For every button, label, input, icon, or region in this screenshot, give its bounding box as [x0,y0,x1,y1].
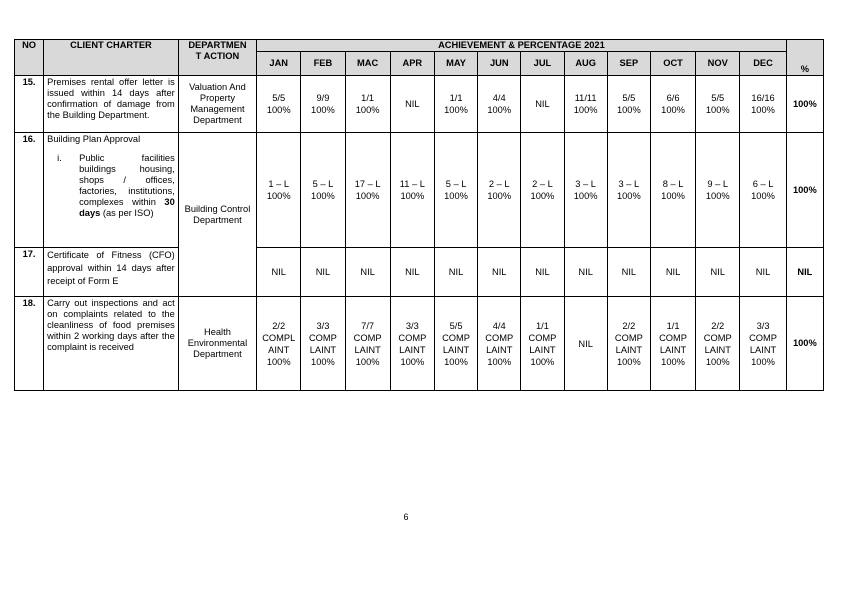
row-16-feb-cell: 5 – L 100% [301,133,345,248]
row-16-apr-cell: 11 – L 100% [390,133,434,248]
row-17-charter: Certificate of Fitness (CFO) approval within 14 days after receipt of Form E [44,248,179,297]
row-18-aug-cell: NIL [564,297,607,391]
row-16-sub-roman: i. [57,153,62,163]
row-16-aug-cell: 3 – L 100% [564,133,607,248]
month-header-feb: FEB [301,52,345,76]
row-15-sep-cell: 5/5 100% [607,76,650,133]
row-16-sep-cell: 3 – L 100% [607,133,650,248]
row-16-no: 16. [15,133,44,248]
row-18-charter: Carry out inspections and act on complaints related to the cleanliness of food premises within 2 working days after the complaint is received [44,297,179,391]
month-header-apr: APR [390,52,434,76]
header-no: NO [15,40,44,76]
row-16-department: Building Control Department [178,133,256,297]
row-17-jan-cell: NIL [257,248,301,297]
row-16-title: Building Plan Approval [47,134,141,144]
month-header-jul: JUL [521,52,564,76]
row-17-no: 17. [15,248,44,297]
month-header-may: MAY [434,52,477,76]
row-17-may-cell: NIL [434,248,477,297]
month-header-jan: JAN [257,52,301,76]
row-16-sub-text-bold: 30 days [79,197,175,218]
row-15-jul-cell: NIL [521,76,564,133]
row-17-jun-cell: NIL [478,248,521,297]
row-16-may-cell: 5 – L 100% [434,133,477,248]
row-18-percent: 100% [786,297,823,391]
client-charter-table [14,39,824,391]
header-department-line2: T ACTION [195,51,240,61]
row-18-oct-cell: 1/1 COMP LAINT 100% [650,297,695,391]
row-17-dec-cell: NIL [740,248,786,297]
row-18-nov-cell: 2/2 COMP LAINT 100% [696,297,740,391]
month-header-aug: AUG [564,52,607,76]
month-header-jun: JUN [478,52,521,76]
row-18-no: 18. [15,297,44,391]
row-17-percent: NIL [786,248,823,297]
row-15-charter: Premises rental offer letter is issued within 14 days after confirmation of damage from the Building Department. [44,76,179,133]
header-department-line1: DEPARTMEN [188,40,247,50]
row-17-jul-cell: NIL [521,248,564,297]
row-17-sep-cell: NIL [607,248,650,297]
row-17-nov-cell: NIL [696,248,740,297]
row-15-aug-cell: 11/11 100% [564,76,607,133]
row-15-jan-cell: 5/5 100% [257,76,301,133]
row-16-sub-text-before: Public facilities buildings housing, shops / offices, factories, institutions, complexes within [79,153,175,207]
row-15-mac-cell: 1/1 100% [345,76,390,133]
row-16-sub-item [47,153,175,219]
header-department-action [178,40,256,76]
row-16-sub-text-after: (as per ISO) [100,208,154,218]
row-15-no: 15. [15,76,44,133]
page-number: 6 [403,512,409,522]
row-15-may-cell: 1/1 100% [434,76,477,133]
row-15-jun-cell: 4/4 100% [478,76,521,133]
row-15-oct-cell: 6/6 100% [650,76,695,133]
row-16-oct-cell: 8 – L 100% [650,133,695,248]
row-16-mac-cell: 17 – L 100% [345,133,390,248]
row-15-percent: 100% [786,76,823,133]
row-18-jun-cell: 4/4 COMP LAINT 100% [478,297,521,391]
row-16-sub-text [79,153,175,219]
row-17-mac-cell: NIL [345,248,390,297]
row-16-percent: 100% [786,133,823,248]
row-16-nov-cell: 9 – L 100% [696,133,740,248]
header-achievement: ACHIEVEMENT & PERCENTAGE 2021 [257,40,787,52]
month-header-oct: OCT [650,52,695,76]
row-18-may-cell: 5/5 COMP LAINT 100% [434,297,477,391]
month-header-dec: DEC [740,52,786,76]
row-16-charter [44,133,179,248]
row-18-department: Health Environmental Department [178,297,256,391]
month-header-nov: NOV [696,52,740,76]
row-18-dec-cell: 3/3 COMP LAINT 100% [740,297,786,391]
row-17-oct-cell: NIL [650,248,695,297]
row-17-aug-cell: NIL [564,248,607,297]
header-percent: % [786,40,823,76]
row-18-sep-cell: 2/2 COMP LAINT 100% [607,297,650,391]
row-16-jun-cell: 2 – L 100% [478,133,521,248]
row-17-apr-cell: NIL [390,248,434,297]
row-15-feb-cell: 9/9 100% [301,76,345,133]
row-16-jan-cell: 1 – L 100% [257,133,301,248]
row-18-jan-cell: 2/2 COMPL AINT 100% [257,297,301,391]
month-header-sep: SEP [607,52,650,76]
row-18-jul-cell: 1/1 COMP LAINT 100% [521,297,564,391]
row-15-dec-cell: 16/16 100% [740,76,786,133]
row-17-feb-cell: NIL [301,248,345,297]
row-18-apr-cell: 3/3 COMP LAINT 100% [390,297,434,391]
row-16-dec-cell: 6 – L 100% [740,133,786,248]
month-header-mac: MAC [345,52,390,76]
row-18-feb-cell: 3/3 COMP LAINT 100% [301,297,345,391]
row-15-nov-cell: 5/5 100% [696,76,740,133]
row-16-jul-cell: 2 – L 100% [521,133,564,248]
row-15-department: Valuation And Property Management Department [178,76,256,133]
row-18-mac-cell: 7/7 COMP LAINT 100% [345,297,390,391]
header-client-charter: CLIENT CHARTER [44,40,179,76]
row-15-apr-cell: NIL [390,76,434,133]
